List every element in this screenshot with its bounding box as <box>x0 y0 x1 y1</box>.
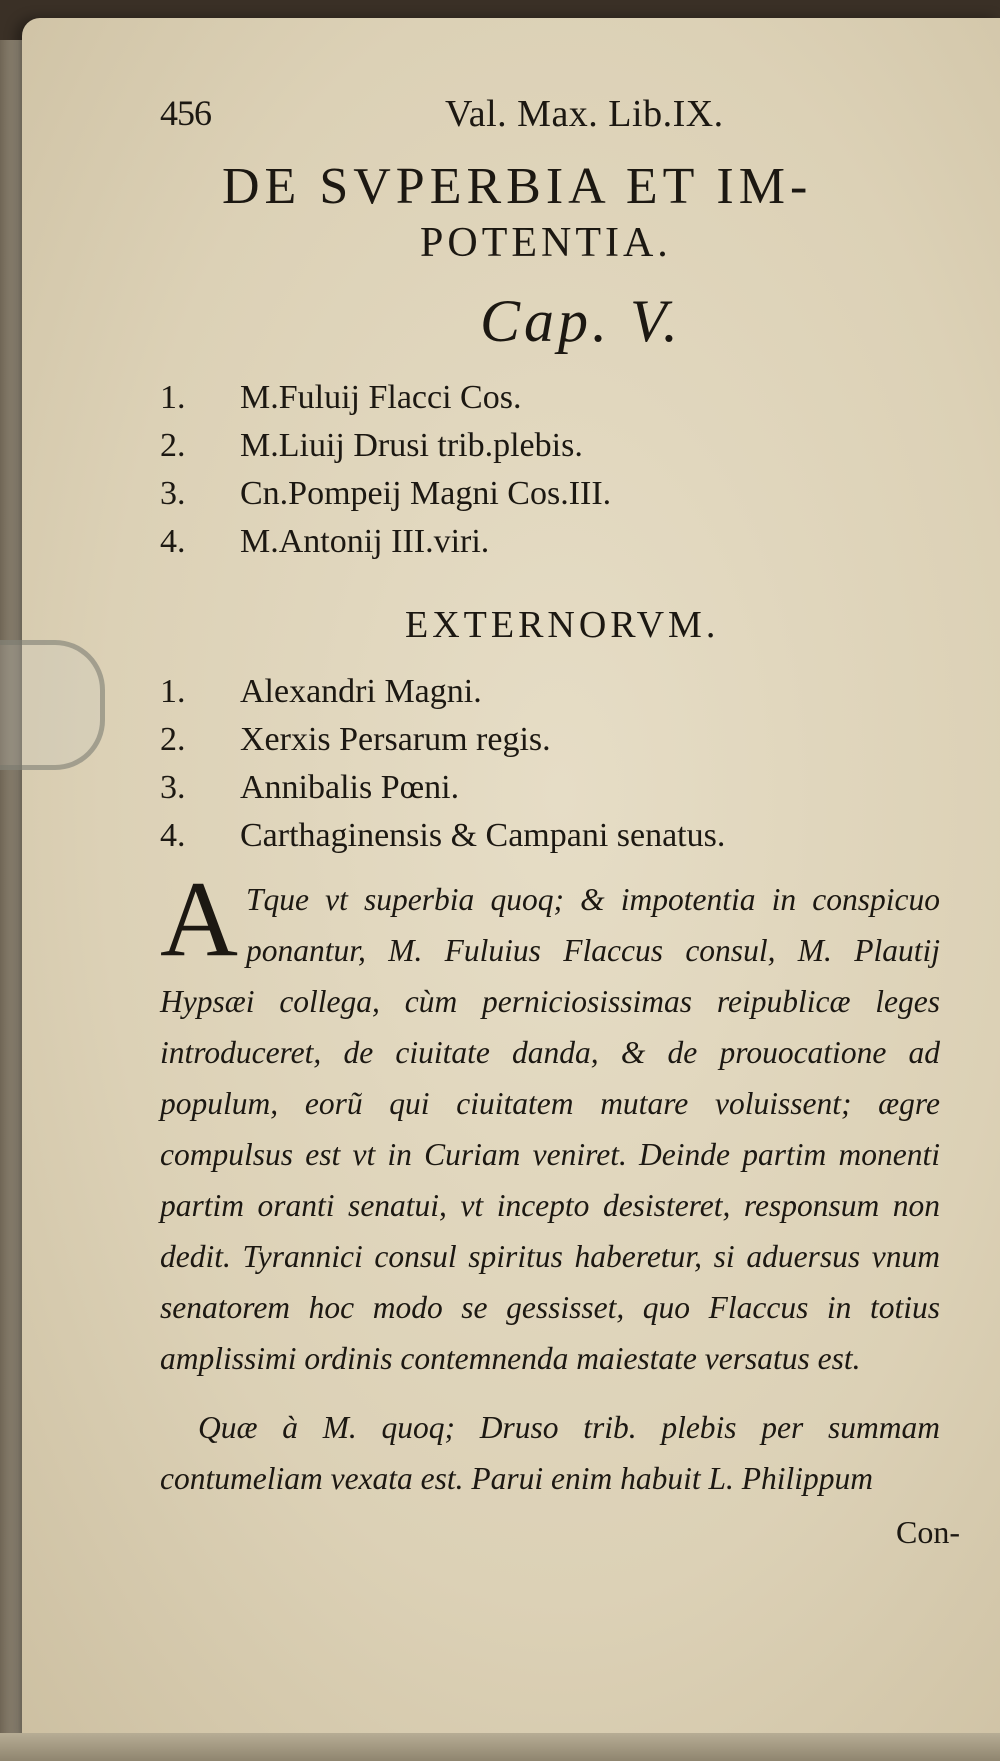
index-number: 1. <box>160 379 186 416</box>
index-item <box>160 518 960 566</box>
index-text: Annibalis Pœni. <box>240 769 460 806</box>
index-text: Cn.Pompeij Magni Cos.III. <box>240 475 612 512</box>
index-text: Alexandri Magni. <box>240 673 482 710</box>
drop-cap: A <box>160 860 238 979</box>
externorum-index <box>160 668 960 860</box>
index-text: Carthaginensis & Campani senatus. <box>240 817 726 854</box>
index-number: 2. <box>160 721 186 758</box>
index-text: M.Fuluij Flacci Cos. <box>240 379 522 416</box>
chapter-number: Cap. V. <box>480 288 682 354</box>
index-text: M.Antonij III.viri. <box>240 523 490 560</box>
index-number: 2. <box>160 427 186 464</box>
body-text <box>160 860 940 1504</box>
index-item <box>160 764 960 812</box>
index-item <box>160 716 960 764</box>
chapter-title-line-2: POTENTIA. <box>420 220 672 266</box>
page-bottom-edge <box>0 1733 1000 1761</box>
running-title: Val. Max. Lib.IX. <box>445 93 724 135</box>
externorum-heading: EXTERNORVM. <box>405 604 720 646</box>
page-number: 456 <box>160 93 211 133</box>
index-number: 3. <box>160 475 186 512</box>
paragraph-1 <box>160 860 940 1384</box>
index-text: M.Liuij Drusi trib.plebis. <box>240 427 583 464</box>
index-number: 4. <box>160 817 186 854</box>
index-item <box>160 668 960 716</box>
chapter-title <box>160 156 960 356</box>
page-clip <box>0 640 105 770</box>
index-number: 4. <box>160 523 186 560</box>
index-number: 3. <box>160 769 186 806</box>
index-text: Xerxis Persarum regis. <box>240 721 551 758</box>
chapter-title-line-1: DE SVPERBIA ET IM- <box>222 158 813 215</box>
page-content <box>160 92 960 1554</box>
catchword: Con- <box>896 1514 960 1550</box>
chapter-index <box>160 374 960 566</box>
index-number: 1. <box>160 673 186 710</box>
index-item <box>160 422 960 470</box>
index-item <box>160 470 960 518</box>
paragraph-2: Quæ à M. quoq; Druso trib. plebis per summam contumeliam vexata est. Parui enim habuit L. Philippum <box>160 1410 940 1496</box>
index-item <box>160 374 960 422</box>
index-item <box>160 812 960 860</box>
running-head <box>160 92 960 152</box>
paragraph-1-text: Tque vt superbia quoq; & impotentia in conspicuo ponantur, M. Fuluius Flaccus consul, M. Plautij Hypsæi collega, cùm perniciosissimas reipublicæ leges introduceret, de ciuitate danda, & de prouocatione ad populum, eorũ qui ciuitatem mutare voluissent; ægre compulsus est vt in Curiam veniret. Deinde partim monenti partim oranti senatui, vt incepto desisteret, responsum non dedit. Tyrannici consul spiritus haberetur, si aduersus vnum senatorem hoc modo se gessisset, quo Flaccus in totius amplissimi ordinis contemnenda maiestate versatus est. <box>160 882 940 1376</box>
